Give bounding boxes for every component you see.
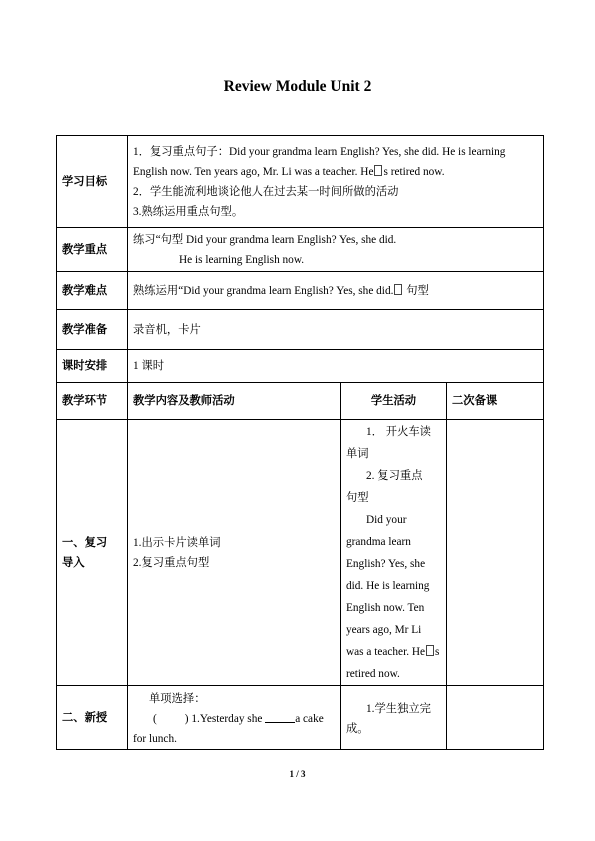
goals-line-4: 3.熟练运用重点句型。 <box>133 205 244 218</box>
review-student-line: 句型 <box>346 491 369 504</box>
review-student-line: English? Yes, she <box>346 557 426 570</box>
header-second-prep: 二次备课 <box>447 383 544 420</box>
answer-blank <box>265 712 295 723</box>
new-label: 二、新授 <box>57 686 128 750</box>
review-student-line: did. He is learning <box>346 579 430 592</box>
hours-label: 课时安排 <box>57 350 128 383</box>
row-header <box>57 383 544 420</box>
difficulties-content: 熟练运用“Did your grandma learn English? Yes, she did. 句型 <box>128 272 544 310</box>
preparation-content: 录音机，卡片 <box>128 310 544 350</box>
review-student-line: grandma learn <box>346 535 411 548</box>
review-student-line: English now. Ten <box>346 601 425 614</box>
review-student-line: 单词 <box>346 447 369 460</box>
row-key-points <box>57 228 544 272</box>
row-new <box>57 686 544 750</box>
row-review <box>57 420 544 686</box>
goals-line-3: 2．学生能流利地谈论他人在过去某一时间所做的活动 <box>133 185 399 198</box>
key-points-content <box>128 228 544 272</box>
review-student-line: was a teacher. He s <box>346 645 440 658</box>
new-student-activity <box>341 686 447 750</box>
review-label: 一、复习 导入 <box>57 420 128 686</box>
review-second-prep <box>447 420 544 686</box>
goals-line-2: English now. Ten years ago, Mr. Li was a teacher. He s retired now. <box>133 165 445 178</box>
review-teacher-line-2: 2.复习重点句型 <box>133 556 210 569</box>
preparation-label: 教学准备 <box>57 310 128 350</box>
new-student-line-1: 1.学生独立完 <box>366 703 431 715</box>
row-difficulties <box>57 272 544 310</box>
row-preparation <box>57 310 544 350</box>
review-student-activity <box>341 420 447 686</box>
page-number: 1 / 3 <box>289 769 306 779</box>
review-student-line: years ago, Mr Li <box>346 623 422 636</box>
row-goals <box>57 136 544 228</box>
new-teacher-line-3: for lunch. <box>133 733 177 745</box>
missing-glyph-box <box>374 165 382 176</box>
new-teacher-activity <box>128 686 341 750</box>
missing-glyph-box <box>394 284 402 295</box>
key-points-line-1: 练习“句型 Did your grandma learn English? Yes, she did. <box>133 233 397 246</box>
review-teacher-activity <box>128 420 341 686</box>
review-teacher-line-1: 1.出示卡片读单词 <box>133 536 221 549</box>
key-points-line-2: He is learning English now. <box>179 253 305 266</box>
lesson-plan-table <box>56 135 544 750</box>
header-student: 学生活动 <box>341 383 447 420</box>
header-teacher: 教学内容及教师活动 <box>128 383 341 420</box>
review-student-line: Did your <box>366 513 407 526</box>
difficulties-label: 教学难点 <box>57 272 128 310</box>
new-student-line-2: 成。 <box>346 723 369 735</box>
new-second-prep <box>447 686 544 750</box>
new-teacher-line-1: 单项选择： <box>149 693 206 705</box>
review-student-line: 2. 复习重点 <box>366 469 423 482</box>
row-hours <box>57 350 544 383</box>
review-student-line: 1． 开火车读 <box>366 425 431 438</box>
key-points-label: 教学重点 <box>57 228 128 272</box>
hours-content: 1 课时 <box>128 350 544 383</box>
header-stage: 教学环节 <box>57 383 128 420</box>
goals-label: 学习目标 <box>57 136 128 228</box>
missing-glyph-box <box>426 645 434 656</box>
goals-content <box>128 136 544 228</box>
review-student-line: retired now. <box>346 667 400 680</box>
new-teacher-line-2: ( ) 1.Yesterday she a cake <box>153 713 324 725</box>
page-title: Review Module Unit 2 <box>223 78 372 95</box>
goals-line-1: 1．复习重点句子：Did your grandma learn English? Yes, she did. He is learning <box>133 145 506 158</box>
